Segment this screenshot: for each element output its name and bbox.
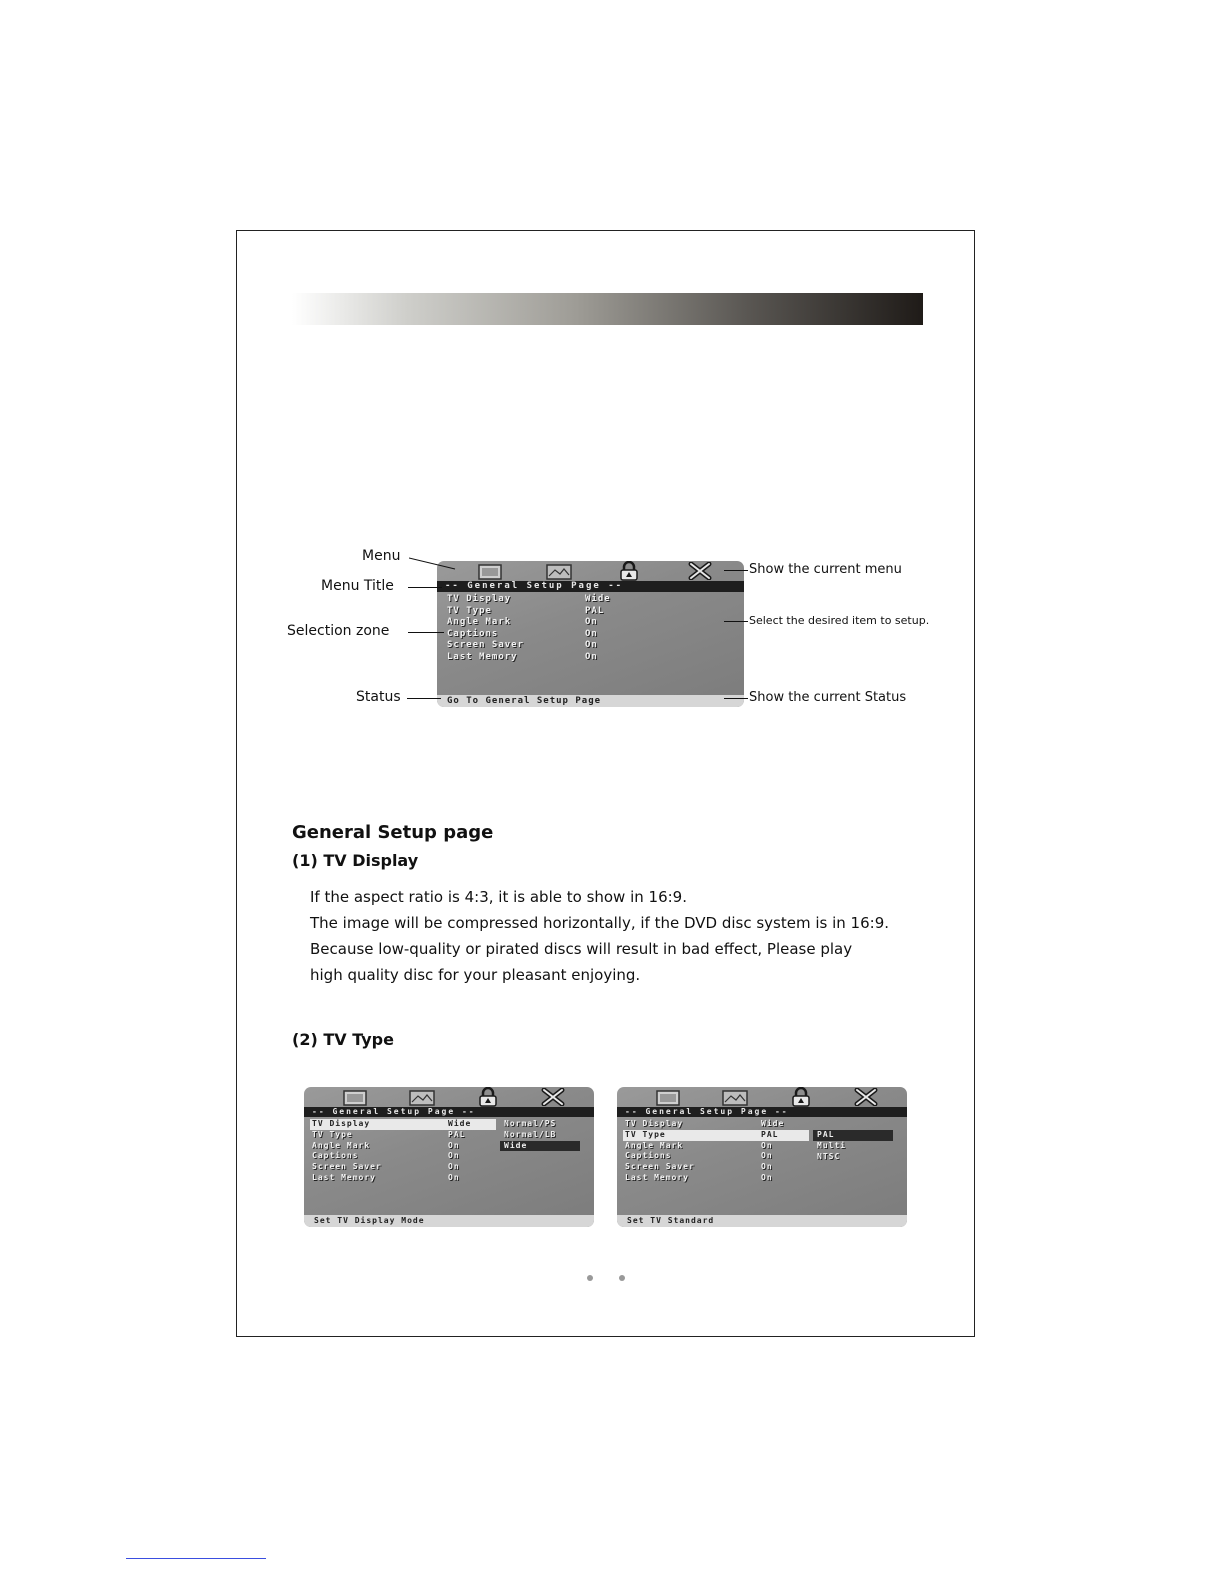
- osd-row-value: On: [761, 1140, 773, 1150]
- callout-status: Status: [356, 689, 401, 705]
- picture-icon[interactable]: [545, 563, 573, 581]
- tv-display-line: The image will be compressed horizontally, if the DVD disc system is in 16:9.: [310, 914, 890, 932]
- osd-row-label: Last Memory: [312, 1173, 376, 1182]
- osd-row-label: Screen Saver: [447, 640, 525, 650]
- osd-row-value: On: [448, 1151, 460, 1161]
- osd-tv-display-screen: [304, 1087, 594, 1227]
- osd-row-value: On: [585, 628, 598, 639]
- callout-menu-title-line: [408, 587, 442, 588]
- tv-type-heading: (2) TV Type: [292, 1030, 394, 1049]
- page-dot: [587, 1275, 593, 1281]
- osd-menu-row[interactable]: [445, 594, 735, 606]
- osd-row-value: Wide: [761, 1119, 785, 1128]
- close-icon[interactable]: [853, 1088, 879, 1106]
- section-title: General Setup page: [292, 822, 494, 843]
- osd-row-label: TV Display: [447, 594, 512, 604]
- osd-option-item[interactable]: Multi: [817, 1140, 847, 1150]
- osd-row-label: Screen Saver: [312, 1162, 382, 1172]
- osd-menu-row[interactable]: [445, 617, 735, 629]
- osd-option-item[interactable]: Wide: [500, 1141, 580, 1152]
- footer-link-underline: [126, 1558, 266, 1559]
- osd-menu-row[interactable]: [623, 1151, 809, 1162]
- osd-menu-row[interactable]: [623, 1119, 809, 1130]
- osd-row-label: Captions: [625, 1151, 672, 1161]
- osd-status-bar: Go To General Setup Page: [437, 695, 744, 707]
- callout-selection-zone: Selection zone: [287, 623, 390, 639]
- page-dot: [619, 1275, 625, 1281]
- osd-menu-row[interactable]: [445, 606, 735, 618]
- osd-menu-title: -- General Setup Page --: [437, 581, 744, 592]
- osd-menu-row[interactable]: [310, 1119, 496, 1130]
- tv-display-line: Because low-quality or pirated discs will result in bad effect, Please play: [310, 940, 853, 958]
- osd-row-label: Angle Mark: [625, 1140, 684, 1150]
- osd-tv-type-screen: [617, 1087, 907, 1227]
- callout-menu-line: [409, 557, 457, 571]
- osd-menu-row[interactable]: [310, 1130, 496, 1141]
- osd-menu-row[interactable]: [445, 629, 735, 641]
- osd-menu-row[interactable]: [445, 652, 735, 664]
- callout-menu: Menu: [362, 548, 401, 564]
- callout-show-menu: Show the current menu: [749, 562, 902, 577]
- osd-main-screen: [437, 561, 744, 707]
- close-icon[interactable]: [540, 1088, 566, 1106]
- header-gradient-bar: [292, 293, 923, 325]
- osd-menu-title: -- General Setup Page --: [304, 1107, 594, 1117]
- osd-row-label: TV Type: [447, 605, 492, 616]
- osd-menu-row[interactable]: [310, 1141, 496, 1152]
- osd-status-bar: Set TV Standard: [617, 1215, 907, 1227]
- osd-menu-row[interactable]: [310, 1173, 496, 1184]
- tv-display-heading: (1) TV Display: [292, 851, 419, 870]
- osd-menu-row[interactable]: [623, 1173, 809, 1184]
- callout-show-status-line: [724, 698, 748, 699]
- tv-display-line: If the aspect ratio is 4:3, it is able to show in 16:9.: [310, 888, 687, 906]
- osd-option-item[interactable]: Normal/LB: [504, 1129, 557, 1139]
- osd-row-value: PAL: [761, 1129, 779, 1139]
- osd-row-label: Angle Mark: [447, 617, 512, 627]
- callout-show-menu-line: [724, 570, 748, 571]
- osd-row-value: On: [448, 1162, 460, 1172]
- callout-status-line: [407, 698, 441, 699]
- osd-row-label: Captions: [312, 1151, 359, 1161]
- osd-row-label: TV Display: [625, 1119, 684, 1128]
- osd-row-value: Wide: [448, 1119, 472, 1128]
- osd-status-bar: Set TV Display Mode: [304, 1215, 594, 1227]
- osd-row-label: Screen Saver: [625, 1162, 695, 1172]
- callout-show-status: Show the current Status: [749, 690, 907, 705]
- osd-menu-row[interactable]: [623, 1162, 809, 1173]
- close-icon[interactable]: [687, 562, 713, 580]
- lock-icon[interactable]: [476, 1087, 500, 1107]
- osd-row-label: Last Memory: [625, 1173, 689, 1182]
- osd-option-item[interactable]: PAL: [813, 1130, 893, 1141]
- osd-menu-row[interactable]: [310, 1162, 496, 1173]
- callout-selection-zone-line: [408, 632, 444, 633]
- osd-row-value: On: [448, 1140, 460, 1150]
- osd-row-label: TV Type: [625, 1129, 666, 1139]
- osd-option-item[interactable]: Normal/PS: [504, 1119, 557, 1128]
- osd-row-value: On: [585, 651, 598, 662]
- osd-row-value: On: [585, 640, 598, 650]
- osd-menu-title: -- General Setup Page --: [617, 1107, 907, 1117]
- osd-menu-row[interactable]: [445, 640, 735, 652]
- callout-select-item: Select the desired item to setup.: [749, 614, 930, 627]
- osd-row-value: On: [761, 1173, 773, 1182]
- osd-row-value: PAL: [448, 1129, 466, 1139]
- osd-row-value: On: [448, 1173, 460, 1182]
- osd-row-label: Last Memory: [447, 651, 518, 662]
- osd-row-value: PAL: [585, 605, 605, 616]
- picture-icon[interactable]: [721, 1089, 749, 1107]
- osd-row-label: TV Display: [312, 1119, 371, 1128]
- lock-icon[interactable]: [789, 1087, 813, 1107]
- osd-row-value: Wide: [585, 594, 611, 604]
- callout-menu-title: Menu Title: [321, 578, 394, 594]
- osd-menu-row[interactable]: [623, 1130, 809, 1141]
- osd-row-value: On: [585, 617, 598, 627]
- osd-menu-row[interactable]: [310, 1151, 496, 1162]
- lock-icon[interactable]: [617, 561, 641, 581]
- tv-screen-icon[interactable]: [342, 1089, 368, 1107]
- osd-row-label: Captions: [447, 628, 499, 639]
- osd-menu-row[interactable]: [623, 1141, 809, 1152]
- osd-row-label: TV Type: [312, 1129, 353, 1139]
- osd-row-value: On: [761, 1151, 773, 1161]
- tv-display-text: [310, 884, 889, 988]
- osd-row-value: On: [761, 1162, 773, 1172]
- callout-select-item-line: [724, 621, 748, 622]
- picture-icon[interactable]: [408, 1089, 436, 1107]
- tv-screen-icon[interactable]: [477, 563, 503, 581]
- osd-option-item[interactable]: NTSC: [817, 1151, 841, 1161]
- tv-display-line: high quality disc for your pleasant enjoying.: [310, 966, 641, 984]
- osd-row-label: Angle Mark: [312, 1140, 371, 1150]
- tv-screen-icon[interactable]: [655, 1089, 681, 1107]
